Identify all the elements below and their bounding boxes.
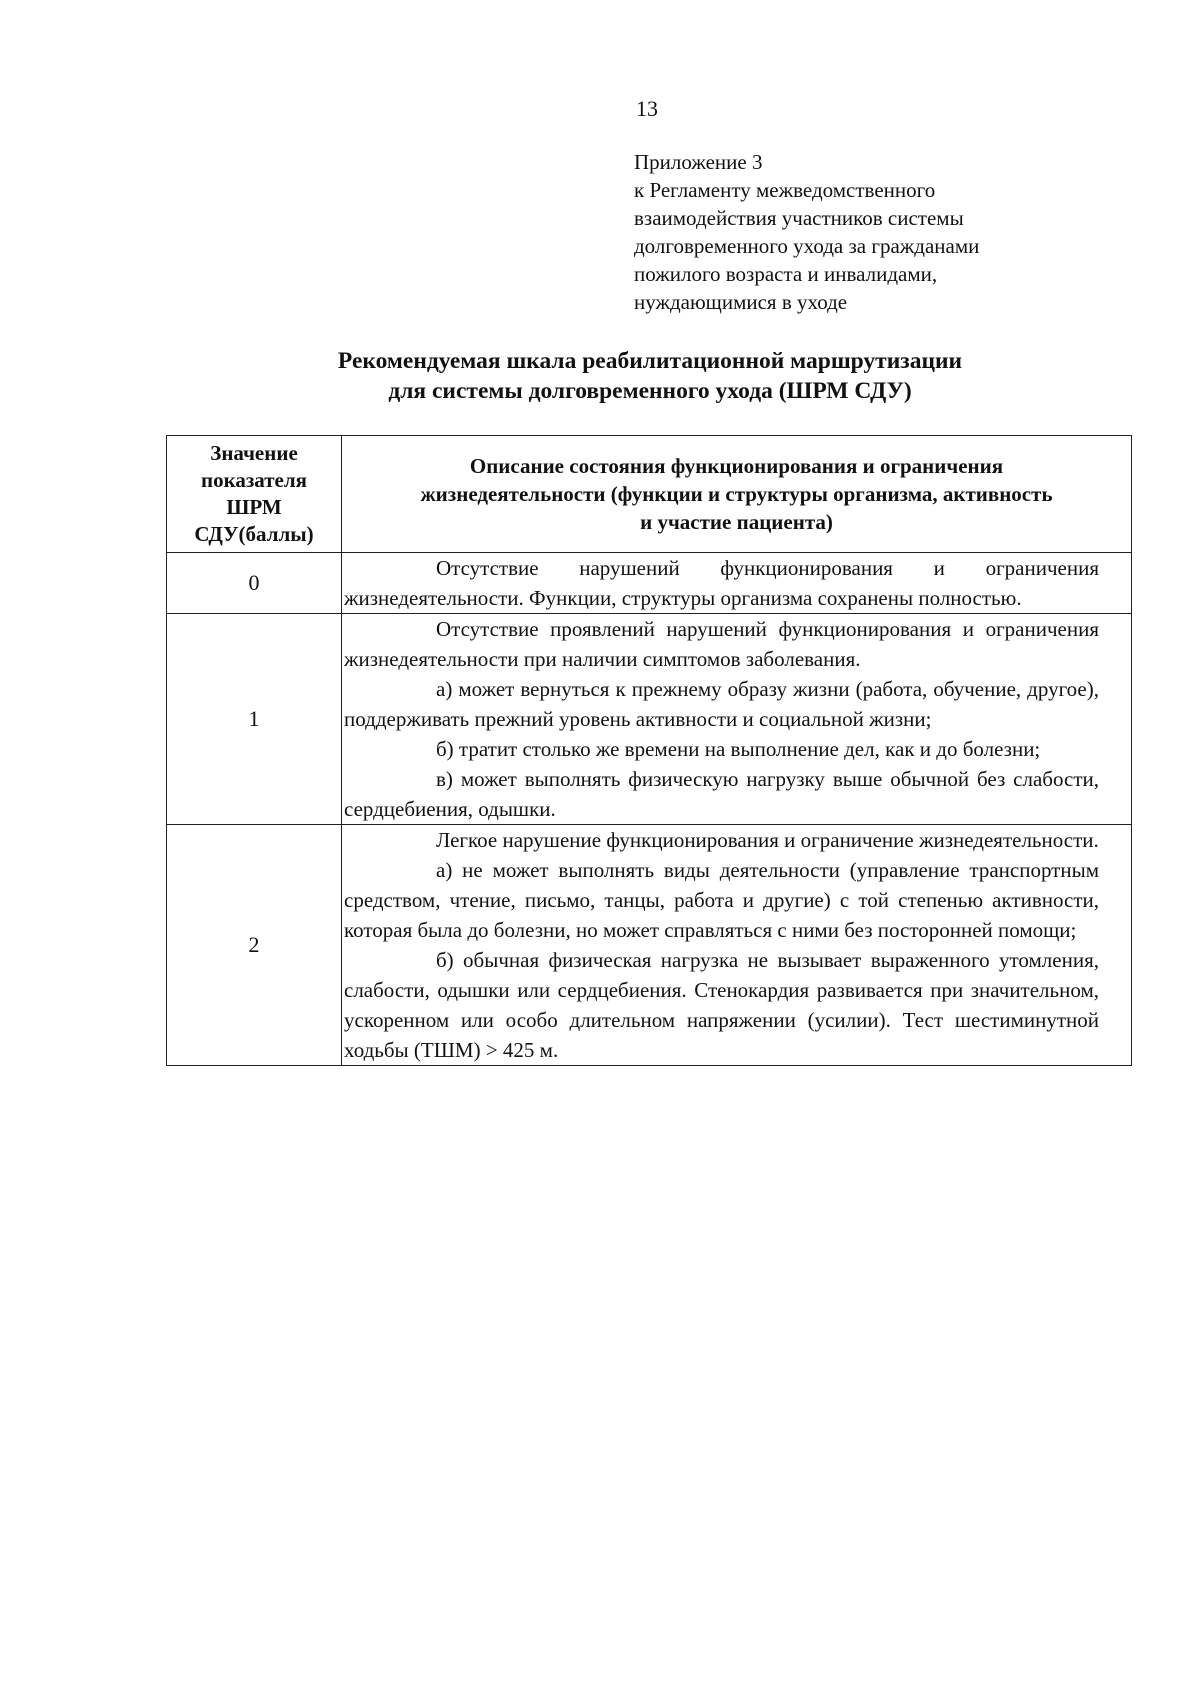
description-paragraph: а) не может выполнять виды деятельности (управление транспортным средством, чтение, письмо, танцы, работа и другие) с той степенью активности, которая была до болезни, но может справляться с ними без посторонней помощи; [344,858,1099,942]
header-line: показателя [200,468,308,492]
rehab-scale-table [166,435,1132,1066]
header-line: Описание состояния функционирования и ограничения [469,454,1004,478]
header-line: ШРМ [226,495,282,519]
description-paragraph: Легкое нарушение функционирования и ограничение жизнедеятельности. [436,828,1099,852]
document-title-line: для системы долговременного ухода (ШРМ СДУ) [388,378,912,404]
description-paragraph: б) обычная физическая нагрузка не вызывает выраженного утомления, слабости, одышки или сердцебиения. Стенокардия развивается при значительном, ускоренном или особо длительном напряжении (усилии). Тест шестиминутной ходьбы (ТШМ) > 425 м. [344,948,1099,1062]
appendix-line: к Регламенту межведомственного [634,178,936,202]
appendix-note [634,148,979,316]
appendix-line: взаимодействия участников системы [634,206,964,230]
description-paragraph: в) может выполнять физическую нагрузку выше обычной без слабости, сердцебиения, одышки. [344,767,1099,821]
table-row [167,614,1132,825]
description-paragraph: Отсутствие нарушений функционирования и ограничения жизнедеятельности. Функции, структуры организма сохранены полностью. [344,556,1099,610]
header-line: Значение [210,441,298,465]
score-cell: 1 [167,614,342,825]
description-column-header [342,436,1132,553]
document-title-line: Рекомендуемая шкала реабилитационной маршрутизации [337,348,963,374]
table-header-row [167,436,1132,553]
description-paragraph: б) тратит столько же времени на выполнение дел, как и до болезни; [436,737,1041,761]
document-title [170,346,1130,406]
description-paragraph: а) может вернуться к прежнему образу жизни (работа, обучение, другое), поддерживать прежний уровень активности и социальной жизни; [344,677,1099,731]
header-line: и участие пациента) [640,510,833,534]
score-cell: 0 [167,553,342,614]
appendix-line: Приложение 3 [634,150,763,174]
score-cell: 2 [167,825,342,1066]
description-paragraph: Отсутствие проявлений нарушений функционирования и ограничения жизнедеятельности при наличии симптомов заболевания. [344,617,1099,671]
description-cell [342,553,1132,614]
appendix-line: пожилого возраста и инвалидами, [634,262,938,286]
appendix-line: нуждающимися в уходе [634,290,848,314]
table-row [167,553,1132,614]
page-number: 13 [636,96,658,121]
appendix-line: долговременного ухода за гражданами [634,234,980,258]
table-row [167,825,1132,1066]
score-column-header [167,436,342,553]
header-line: жизнедеятельности (функции и структуры организма, активность [420,482,1053,506]
description-cell [342,614,1132,825]
header-line: СДУ(баллы) [194,522,314,546]
description-cell [342,825,1132,1066]
